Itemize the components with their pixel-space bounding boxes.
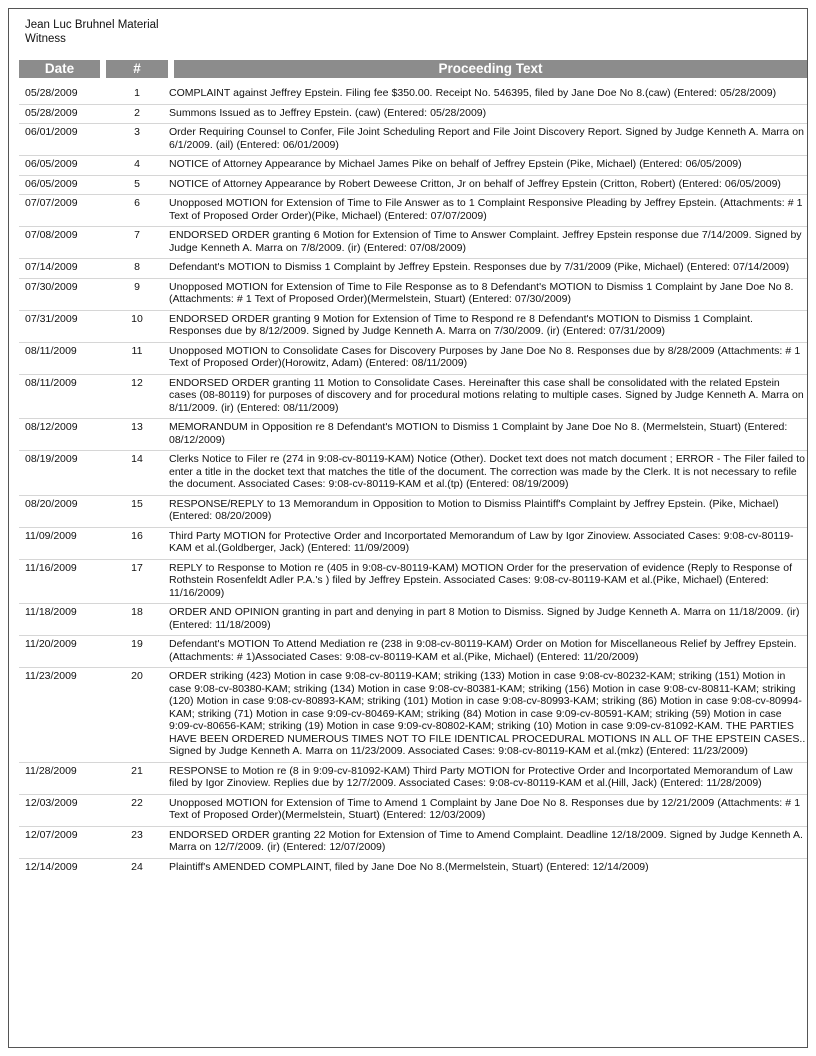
entry-date: 07/08/2009 xyxy=(25,229,78,241)
entry-date: 12/03/2009 xyxy=(25,796,78,809)
document-header xyxy=(25,18,159,46)
table-row xyxy=(19,859,807,878)
table-row xyxy=(19,311,807,343)
entry-text: ENDORSED ORDER granting 11 Motion to Consolidate Cases. Hereinafter this case shall be consolidated with the related Epstein cases (08-80119) for purposes of discovery and for procedural motions relating to multiple cases. Signed by Judge Kenneth A. Marra on 8/11/2009. (ir) (Entered: 08/11/2009) xyxy=(169,376,804,414)
entry-text: Order Requiring Counsel to Confer, File Joint Scheduling Report and File Joint Discovery Report. Signed by Judge Kenneth A. Marra on 6/1/2009. (ail) (Entered: 06/01/2009) xyxy=(169,126,804,151)
entry-text: ENDORSED ORDER granting 22 Motion for Extension of Time to Amend Complaint. Deadline 12/18/2009. Signed by Judge Kenneth A. Marra on 12/7/2009. (ir) (Entered: 12/07/2009) xyxy=(169,828,803,853)
entry-date: 05/28/2009 xyxy=(25,106,78,119)
entry-date: 07/14/2009 xyxy=(25,261,78,273)
entry-number: 3 xyxy=(134,126,140,138)
entry-date: 08/11/2009 xyxy=(25,344,77,357)
entry-text: NOTICE of Attorney Appearance by Michael James Pike on behalf of Jeffrey Epstein (Pike, Michael) (Entered: 06/05/2009) xyxy=(169,158,742,170)
entry-number: 19 xyxy=(131,638,143,650)
entry-text: COMPLAINT against Jeffrey Epstein. Filing fee $350.00. Receipt No. 546395, filed by Jane Doe No 8.(caw) (Entered: 05/28/2009) xyxy=(169,87,777,99)
column-header-proceeding-text: Proceeding Text xyxy=(174,60,807,78)
header-line-2: Witness xyxy=(25,33,66,45)
entry-text: Plaintiff's AMENDED COMPLAINT, filed by Jane Doe No 8.(Mermelstein, Stuart) (Entered: 12/14/2009) xyxy=(169,860,649,873)
table-row xyxy=(19,560,807,605)
entry-date: 11/28/2009 xyxy=(25,764,77,777)
table-row xyxy=(19,827,807,859)
docket-page xyxy=(8,8,808,1048)
table-row xyxy=(19,795,807,827)
entry-text: ORDER AND OPINION granting in part and denying in part 8 Motion to Dismiss. Signed by Judge Kenneth A. Marra on 11/18/2009. (ir) (Entered: 11/18/2009) xyxy=(169,606,800,631)
entry-text: REPLY to Response to Motion re (405 in 9:08-cv-80119-KAM) MOTION Order for the preservation of evidence (Reply to Response of Rothstein Rosenfeldt Adler P.A.'s ) filed by Jeffrey Epstein. Associated Cases: 9:08-cv-80119-KAM et al.(Pike, Michael) (Entered: 11/16/2009) xyxy=(169,561,793,599)
entry-number: 22 xyxy=(131,796,143,809)
entry-text: ENDORSED ORDER granting 9 Motion for Extension of Time to Respond re 8 Defendant's MOTION to Dismiss 1 Complaint. Responses due by 8/12/2009. Signed by Judge Kenneth A. Marra on 7/30/2009. (ir) (Entered: 07/31/2009) xyxy=(169,312,753,337)
entry-number: 4 xyxy=(134,158,140,170)
table-row xyxy=(19,419,807,451)
entry-number: 2 xyxy=(134,106,140,119)
entry-date: 06/05/2009 xyxy=(25,177,78,190)
entry-date: 12/14/2009 xyxy=(25,860,78,873)
entry-number: 5 xyxy=(134,177,140,190)
table-row xyxy=(19,279,807,311)
entry-date: 06/05/2009 xyxy=(25,158,78,170)
entry-date: 08/11/2009 xyxy=(25,376,77,389)
entry-number: 11 xyxy=(131,344,143,357)
table-row xyxy=(19,259,807,279)
entry-text: RESPONSE to Motion re (8 in 9:09-cv-81092-KAM) Third Party MOTION for Protective Order and Incorportated Memorandum of Law filed by Igor Zinoview. Replies due by 12/7/2009. Associated Cases: 9:08-cv-80119-KAM et al.(Hill, Jack) (Entered: 11/28/2009) xyxy=(169,764,793,789)
entry-number: 16 xyxy=(131,529,143,542)
entry-number: 13 xyxy=(131,421,143,433)
entry-number: 24 xyxy=(131,860,143,873)
entry-number: 21 xyxy=(131,764,143,777)
entry-text: ENDORSED ORDER granting 6 Motion for Extension of Time to Answer Complaint. Jeffrey Epstein response due 7/14/2009. Signed by Judge Kenneth A. Marra on 7/8/2009. (ir) (Entered: 07/08/2009) xyxy=(169,229,802,254)
entry-text: Unopposed MOTION for Extension of Time to File Response as to 8 Defendant's MOTION to Dismiss 1 Complaint by Jane Doe No 8. (Attachments: # 1 Text of Proposed Order)(Mermelstein, Stuart) (Entered: 07/30/2009) xyxy=(169,280,794,305)
docket-entries xyxy=(19,85,807,877)
entry-date: 11/20/2009 xyxy=(25,638,77,650)
entry-text: MEMORANDUM in Opposition re 8 Defendant's MOTION to Dismiss 1 Complaint by Jane Doe No 8. (Mermelstein, Stuart) (Entered: 08/12/2009) xyxy=(169,421,788,446)
entry-text: Unopposed MOTION to Consolidate Cases for Discovery Purposes by Jane Doe No 8. Responses due by 8/28/2009 (Attachments: # 1 Text of Proposed Order)(Horowitz, Adam) (Entered: 08/11/2009) xyxy=(169,344,801,369)
table-row xyxy=(19,528,807,560)
entry-date: 05/28/2009 xyxy=(25,87,78,99)
entry-text: Unopposed MOTION for Extension of Time to Amend 1 Complaint by Jane Doe No 8. Responses due by 12/21/2009 (Attachments: # 1 Text of Proposed Order)(Mermelstein, Stuart) (Entered: 12/03/2009) xyxy=(169,796,801,821)
entry-number: 15 xyxy=(131,497,143,510)
entry-text: NOTICE of Attorney Appearance by Robert Deweese Critton, Jr on behalf of Jeffrey Epstein (Critton, Robert) (Entered: 06/05/2009) xyxy=(169,177,781,190)
entry-text: Unopposed MOTION for Extension of Time to File Answer as to 1 Complaint Responsive Pleading by Jeffrey Epstein. (Attachments: # 1 Text of Proposed Order Order)(Pike, Michael) (Entered: 07/07/2009) xyxy=(169,197,803,222)
table-header xyxy=(19,60,807,78)
entry-number: 7 xyxy=(134,229,140,241)
table-row xyxy=(19,105,807,125)
entry-date: 08/19/2009 xyxy=(25,453,78,465)
entry-number: 8 xyxy=(134,261,140,273)
entry-date: 11/16/2009 xyxy=(25,561,77,574)
entry-number: 9 xyxy=(134,280,140,293)
header-line-1: Jean Luc Bruhnel Material xyxy=(25,19,159,31)
table-row xyxy=(19,604,807,636)
entry-number: 10 xyxy=(131,312,143,325)
entry-date: 11/18/2009 xyxy=(25,606,77,618)
entry-text: RESPONSE/REPLY to 13 Memorandum in Opposition to Motion to Dismiss Plaintiff's Complaint by Jeffrey Epstein. (Pike, Michael) (Entered: 08/20/2009) xyxy=(169,497,779,522)
entry-date: 07/07/2009 xyxy=(25,197,78,209)
table-row xyxy=(19,636,807,668)
entry-date: 06/01/2009 xyxy=(25,126,78,138)
entry-number: 17 xyxy=(131,561,143,574)
table-row xyxy=(19,763,807,795)
entry-number: 1 xyxy=(134,87,140,99)
table-row xyxy=(19,451,807,496)
entry-date: 11/23/2009 xyxy=(25,670,77,682)
table-row xyxy=(19,156,807,176)
entry-number: 18 xyxy=(131,606,143,618)
entry-date: 12/07/2009 xyxy=(25,828,78,841)
table-row xyxy=(19,668,807,763)
table-row xyxy=(19,496,807,528)
column-header-number: # xyxy=(106,60,168,78)
table-row xyxy=(19,85,807,105)
entry-text: Defendant's MOTION to Dismiss 1 Complaint by Jeffrey Epstein. Responses due by 7/31/2009 (Pike, Michael) (Entered: 07/14/2009) xyxy=(169,261,790,273)
entry-number: 12 xyxy=(131,376,143,389)
entry-number: 20 xyxy=(131,670,143,682)
entry-text: Clerks Notice to Filer re (274 in 9:08-cv-80119-KAM) Notice (Other). Docket text does not match document ; ERROR - The Filer failed to enter a title in the docket text that matches the title of the document. The correction was made by the Clerk. It is not necessary to refile the document. Associated Cases: 9:08-cv-80119-KAM et al.(tp) (Entered: 08/19/2009) xyxy=(169,453,805,490)
entry-number: 23 xyxy=(131,828,143,841)
entry-text: Summons Issued as to Jeffrey Epstein. (caw) (Entered: 05/28/2009) xyxy=(169,106,487,119)
table-row xyxy=(19,195,807,227)
table-row xyxy=(19,124,807,156)
table-row xyxy=(19,227,807,259)
entry-text: ORDER striking (423) Motion in case 9:08-cv-80119-KAM; striking (133) Motion in case 9:08-cv-80232-KAM; striking (151) Motion in case 9:08-cv-80380-KAM; striking (134) Motion in case 9:08-cv-80381-KAM; striking (156) Motion in case 9:08-cv-80811-KAM; striking (120) Motion in case 9:08-cv-80893-KAM; striking (101) Motion in case 9:08-cv-80993-KAM; striking (86) Motion in case 9:08-cv-80994-KAM; striking (71) Motion in case 9:09-cv-80469-KAM; striking (84) Motion in case 9:09-cv-80591-KAM; striking (59) Motion in case 9:09-cv-80656-KAM; striking (19) Motion in case 9:09-cv-80802-KAM; striking (10) Motion in case 9:09-cv-81092-KAM. THE PARTIES HAVE BEEN ORDERED NUMEROUS TIMES NOT TO FILE IDENTICAL PROCEDURAL MOTIONS IN ALL OF THE EPSTEIN CASES.. Signed by Judge Kenneth A. Marra on 11/23/2009. Associated Cases: 9:08-cv-80119-KAM et al.(mkz) (Entered: 11/23/2009) xyxy=(169,670,806,757)
table-row xyxy=(19,375,807,420)
entry-text: Defendant's MOTION To Attend Mediation re (238 in 9:08-cv-80119-KAM) Order on Motion for Miscellaneous Relief by Jeffrey Epstein. (Attachments: # 1)Associated Cases: 9:08-cv-80119-KAM et al.(Pike, Michael) (Entered: 11/20/2009) xyxy=(169,638,797,663)
table-row xyxy=(19,343,807,375)
entry-date: 08/12/2009 xyxy=(25,421,78,433)
entry-number: 14 xyxy=(131,453,143,465)
entry-date: 07/30/2009 xyxy=(25,280,78,293)
entry-date: 07/31/2009 xyxy=(25,312,78,325)
entry-date: 11/09/2009 xyxy=(25,529,77,542)
column-header-date: Date xyxy=(19,60,100,78)
entry-number: 6 xyxy=(134,197,140,209)
table-row xyxy=(19,176,807,196)
entry-date: 08/20/2009 xyxy=(25,497,78,510)
entry-text: Third Party MOTION for Protective Order and Incorportated Memorandum of Law by Igor Zinoview. Associated Cases: 9:08-cv-80119-KAM et al.(Goldberger, Jack) (Entered: 11/09/2009) xyxy=(169,529,794,554)
